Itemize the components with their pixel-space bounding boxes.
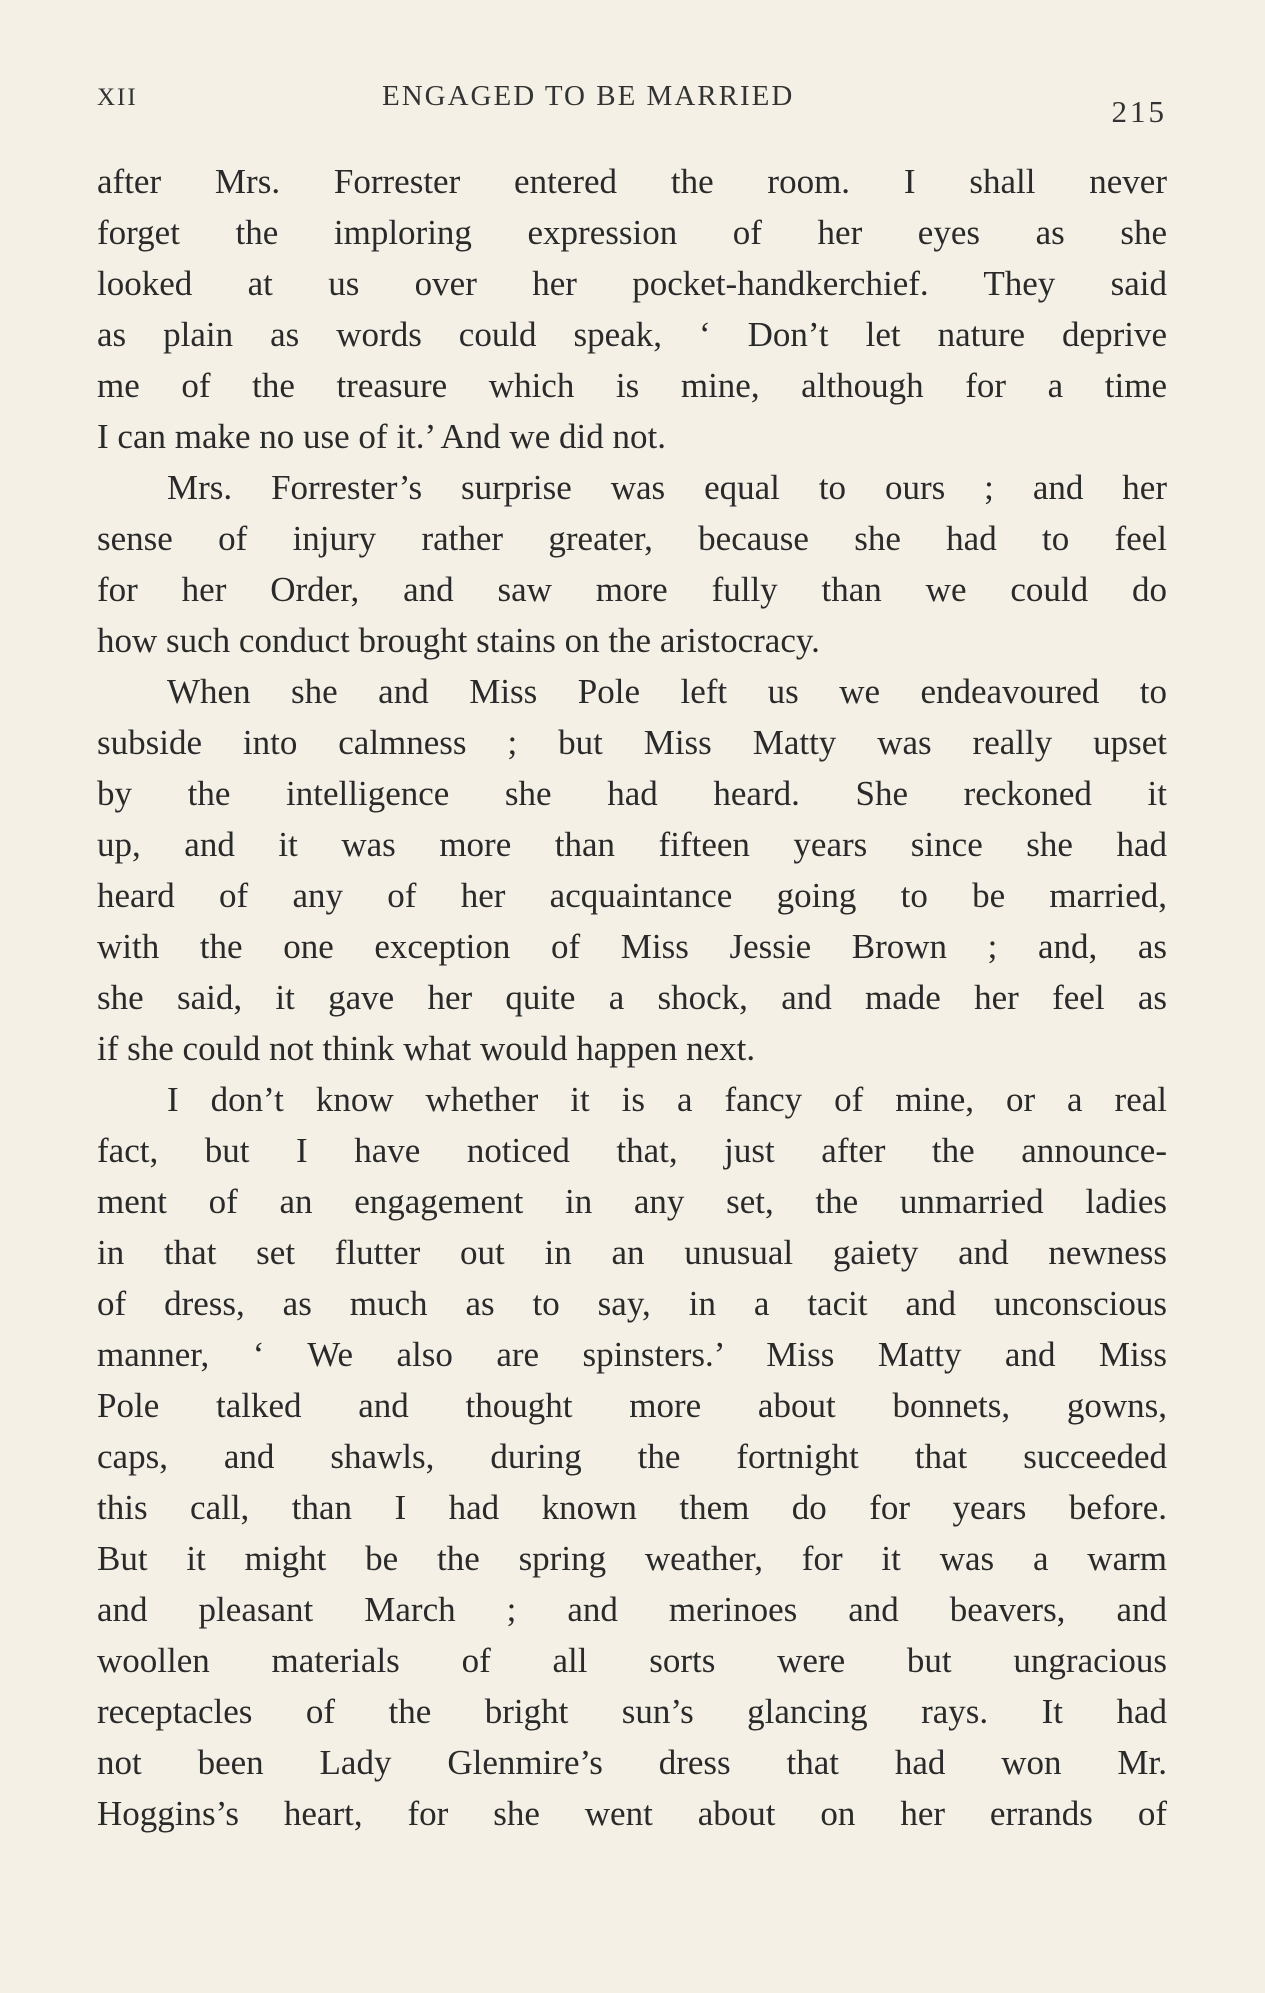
text-line: fact, but I have noticed that, just after the announce- [97,1131,1167,1170]
text-line: Mrs. Forrester’s surprise was equal to ours ; and her [167,468,1167,507]
chapter-number: XII [97,84,138,111]
text-line: Pole talked and thought more about bonnets, gowns, [97,1386,1167,1425]
text-line: subside into calmness ; but Miss Matty was really upset [97,723,1167,762]
text-line: me of the treasure which is mine, although for a time [97,366,1167,405]
text-line: forget the imploring expression of her eyes as she [97,213,1167,252]
text-line: When she and Miss Pole left us we endeavoured to [167,672,1167,711]
text-line: how such conduct brought stains on the aristocracy. [97,621,820,660]
text-line: by the intelligence she had heard. She reckoned it [97,774,1167,813]
text-line: receptacles of the bright sun’s glancing rays. It had [97,1692,1167,1731]
text-line: I don’t know whether it is a fancy of mine, or a real [167,1080,1167,1119]
text-line: this call, than I had known them do for years before. [97,1488,1167,1527]
text-line: after Mrs. Forrester entered the room. I shall never [97,162,1167,201]
text-line: she said, it gave her quite a shock, and made her feel as [97,978,1167,1017]
text-line: caps, and shawls, during the fortnight that succeeded [97,1437,1167,1476]
text-line: But it might be the spring weather, for it was a warm [97,1539,1167,1578]
text-line: of dress, as much as to say, in a tacit and unconscious [97,1284,1167,1323]
text-line: as plain as words could speak, ‘ Don’t let nature deprive [97,315,1167,354]
text-line: I can make no use of it.’ And we did not. [97,417,666,456]
text-line: sense of injury rather greater, because she had to feel [97,519,1167,558]
body-text [97,156,1167,1839]
text-line: ment of an engagement in any set, the unmarried ladies [97,1182,1167,1221]
text-line: manner, ‘ We also are spinsters.’ Miss Matty and Miss [97,1335,1167,1374]
running-head [97,80,1167,129]
text-line: woollen materials of all sorts were but ungracious [97,1641,1167,1680]
text-line: heard of any of her acquaintance going to be married, [97,876,1167,915]
text-line: and pleasant March ; and merinoes and beavers, and [97,1590,1167,1629]
page-number: 215 [1111,94,1167,129]
text-line: Hoggins’s heart, for she went about on her errands of [97,1794,1167,1833]
text-line: for her Order, and saw more fully than we could do [97,570,1167,609]
chapter-title: ENGAGED TO BE MARRIED [382,80,795,112]
text-line: looked at us over her pocket-handkerchief. They said [97,264,1167,303]
text-line: if she could not think what would happen next. [97,1029,756,1068]
text-line: not been Lady Glenmire’s dress that had won Mr. [97,1743,1167,1782]
text-line: up, and it was more than fifteen years since she had [97,825,1167,864]
text-line: with the one exception of Miss Jessie Brown ; and, as [97,927,1167,966]
text-line: in that set flutter out in an unusual gaiety and newness [97,1233,1167,1272]
